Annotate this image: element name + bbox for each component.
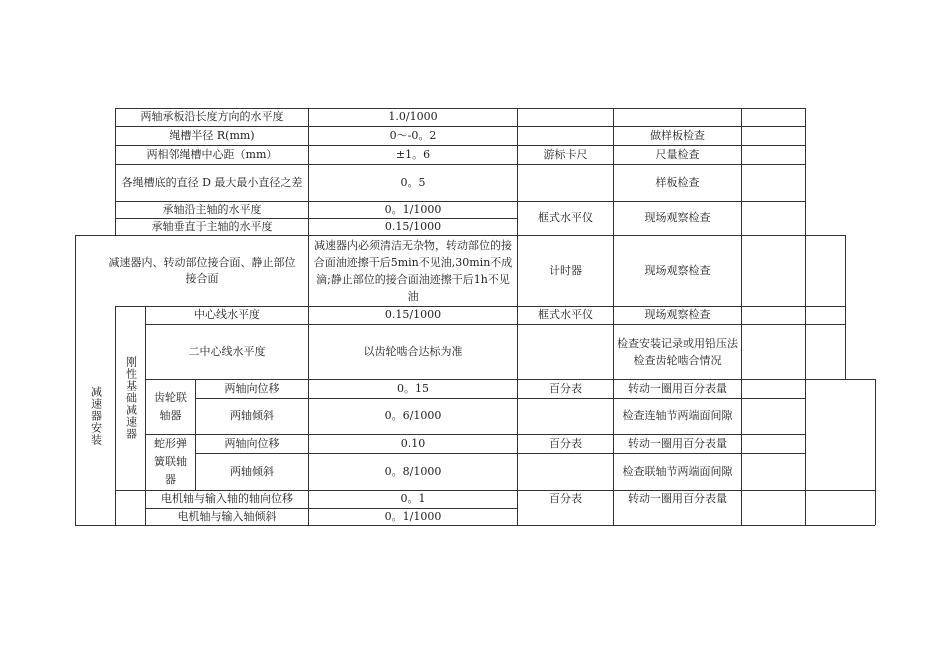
row-4-method: 样板检查 [655, 175, 700, 189]
row-3-value: ±1。6 [395, 147, 431, 161]
gear-row-1-value: 0。15 [397, 381, 429, 395]
rigid-row-2-item: 二中心线水平度 [188, 344, 266, 358]
rule [805, 108, 806, 525]
rule [741, 108, 742, 525]
rigid-row-2-method: 检查安装记录或用铅压法检查齿轮啮合情况 [617, 336, 738, 367]
snake-coupling-label: 蛇形弹簧联轴器 [154, 437, 187, 486]
gear-row-2-value: 0。6/1000 [384, 409, 442, 422]
motor-row-1-tool: 百分表 [549, 492, 582, 505]
rigid-row-1-tool: 框式水平仪 [538, 308, 593, 321]
rigid-label: 刚性基础减速器 [124, 356, 138, 440]
row-2-value: 0～-0。2 [389, 128, 437, 142]
rule [845, 235, 846, 379]
gear-coupling-label: 齿轮联轴器 [154, 390, 187, 422]
snake-row-2-item: 两轴倾斜 [230, 464, 274, 478]
row-6-item: 承轴垂直于主轴的水平度 [151, 219, 273, 233]
row-4-value: 0。5 [400, 175, 426, 189]
row-5-item: 承轴沿主轴的水平度 [162, 202, 262, 216]
row-4-item: 各绳槽底的直径 D 最大最小直径之差 [121, 175, 303, 189]
snake-row-1-tool: 百分表 [549, 436, 582, 450]
rigid-row-1-value: 0.15/1000 [384, 308, 442, 321]
row-1-value: 1.0/1000 [388, 110, 438, 123]
rigid-row-2-value: 以齿轮啮合达标为准 [363, 344, 463, 358]
rigid-row-1-item: 中心线水平度 [194, 308, 260, 321]
snake-row-1-method: 转动一圈用百分表量 [628, 436, 727, 450]
motor-row-1-method: 转动一圈用百分表量 [628, 492, 727, 505]
motor-row-1-item: 电机轴与输入轴的轴向位移 [161, 492, 293, 505]
rigid-row-1-method: 现场观察检查 [644, 308, 711, 321]
gear-row-1-tool: 百分表 [549, 381, 582, 395]
snake-row-1-item: 两轴向位移 [224, 436, 280, 450]
snake-row-1-value: 0.10 [400, 436, 426, 450]
snake-row-2-value: 0。8/1000 [384, 464, 442, 478]
row-5-value: 0。1/1000 [384, 202, 442, 216]
gear-row-1-item: 两轴向位移 [224, 381, 280, 395]
motor-row-2-item: 电机轴与输入轴倾斜 [177, 509, 277, 523]
row-5-method: 现场观察检查 [644, 211, 711, 224]
row-3-method: 尺量检查 [655, 147, 700, 161]
rule [875, 379, 876, 525]
rule [75, 525, 875, 526]
row-3-tool: 游标卡尺 [543, 147, 588, 161]
motor-row-1-value: 0。1 [400, 492, 426, 505]
reducer-tool: 计时器 [549, 264, 582, 277]
row-2-method: 做样板检查 [650, 128, 705, 142]
gear-row-1-method: 转动一圈用百分表量 [628, 381, 727, 395]
row-2-item: 绳槽半径 R(mm) [169, 128, 255, 142]
row-3-item: 两相邻绳槽中心距（mm） [146, 147, 278, 161]
row-5-tool: 框式水平仪 [538, 211, 593, 224]
gear-row-2-item: 两轴倾斜 [230, 409, 274, 422]
motor-row-2-value: 0。1/1000 [384, 509, 442, 523]
reducer-value: 减速器内必须清洁无杂物，转动部位的接合面油迹擦干后5min不见油,30min不成滴;静止部位的接合面油迹擦干后1h不见油 [313, 239, 513, 303]
snake-row-2-method: 检查联轴节两端面间隙 [622, 464, 733, 478]
section-label: 减速器安装 [89, 385, 103, 446]
row-6-value: 0.15/1000 [384, 219, 442, 233]
reducer-method: 现场观察检查 [644, 264, 711, 277]
gear-row-2-method: 检查连轴节两端面间隙 [622, 409, 733, 422]
row-1-item: 两轴承板沿长度方向的水平度 [140, 110, 284, 123]
reducer-item: 减速器内、转动部位接合面、静止部位接合面 [108, 256, 296, 285]
